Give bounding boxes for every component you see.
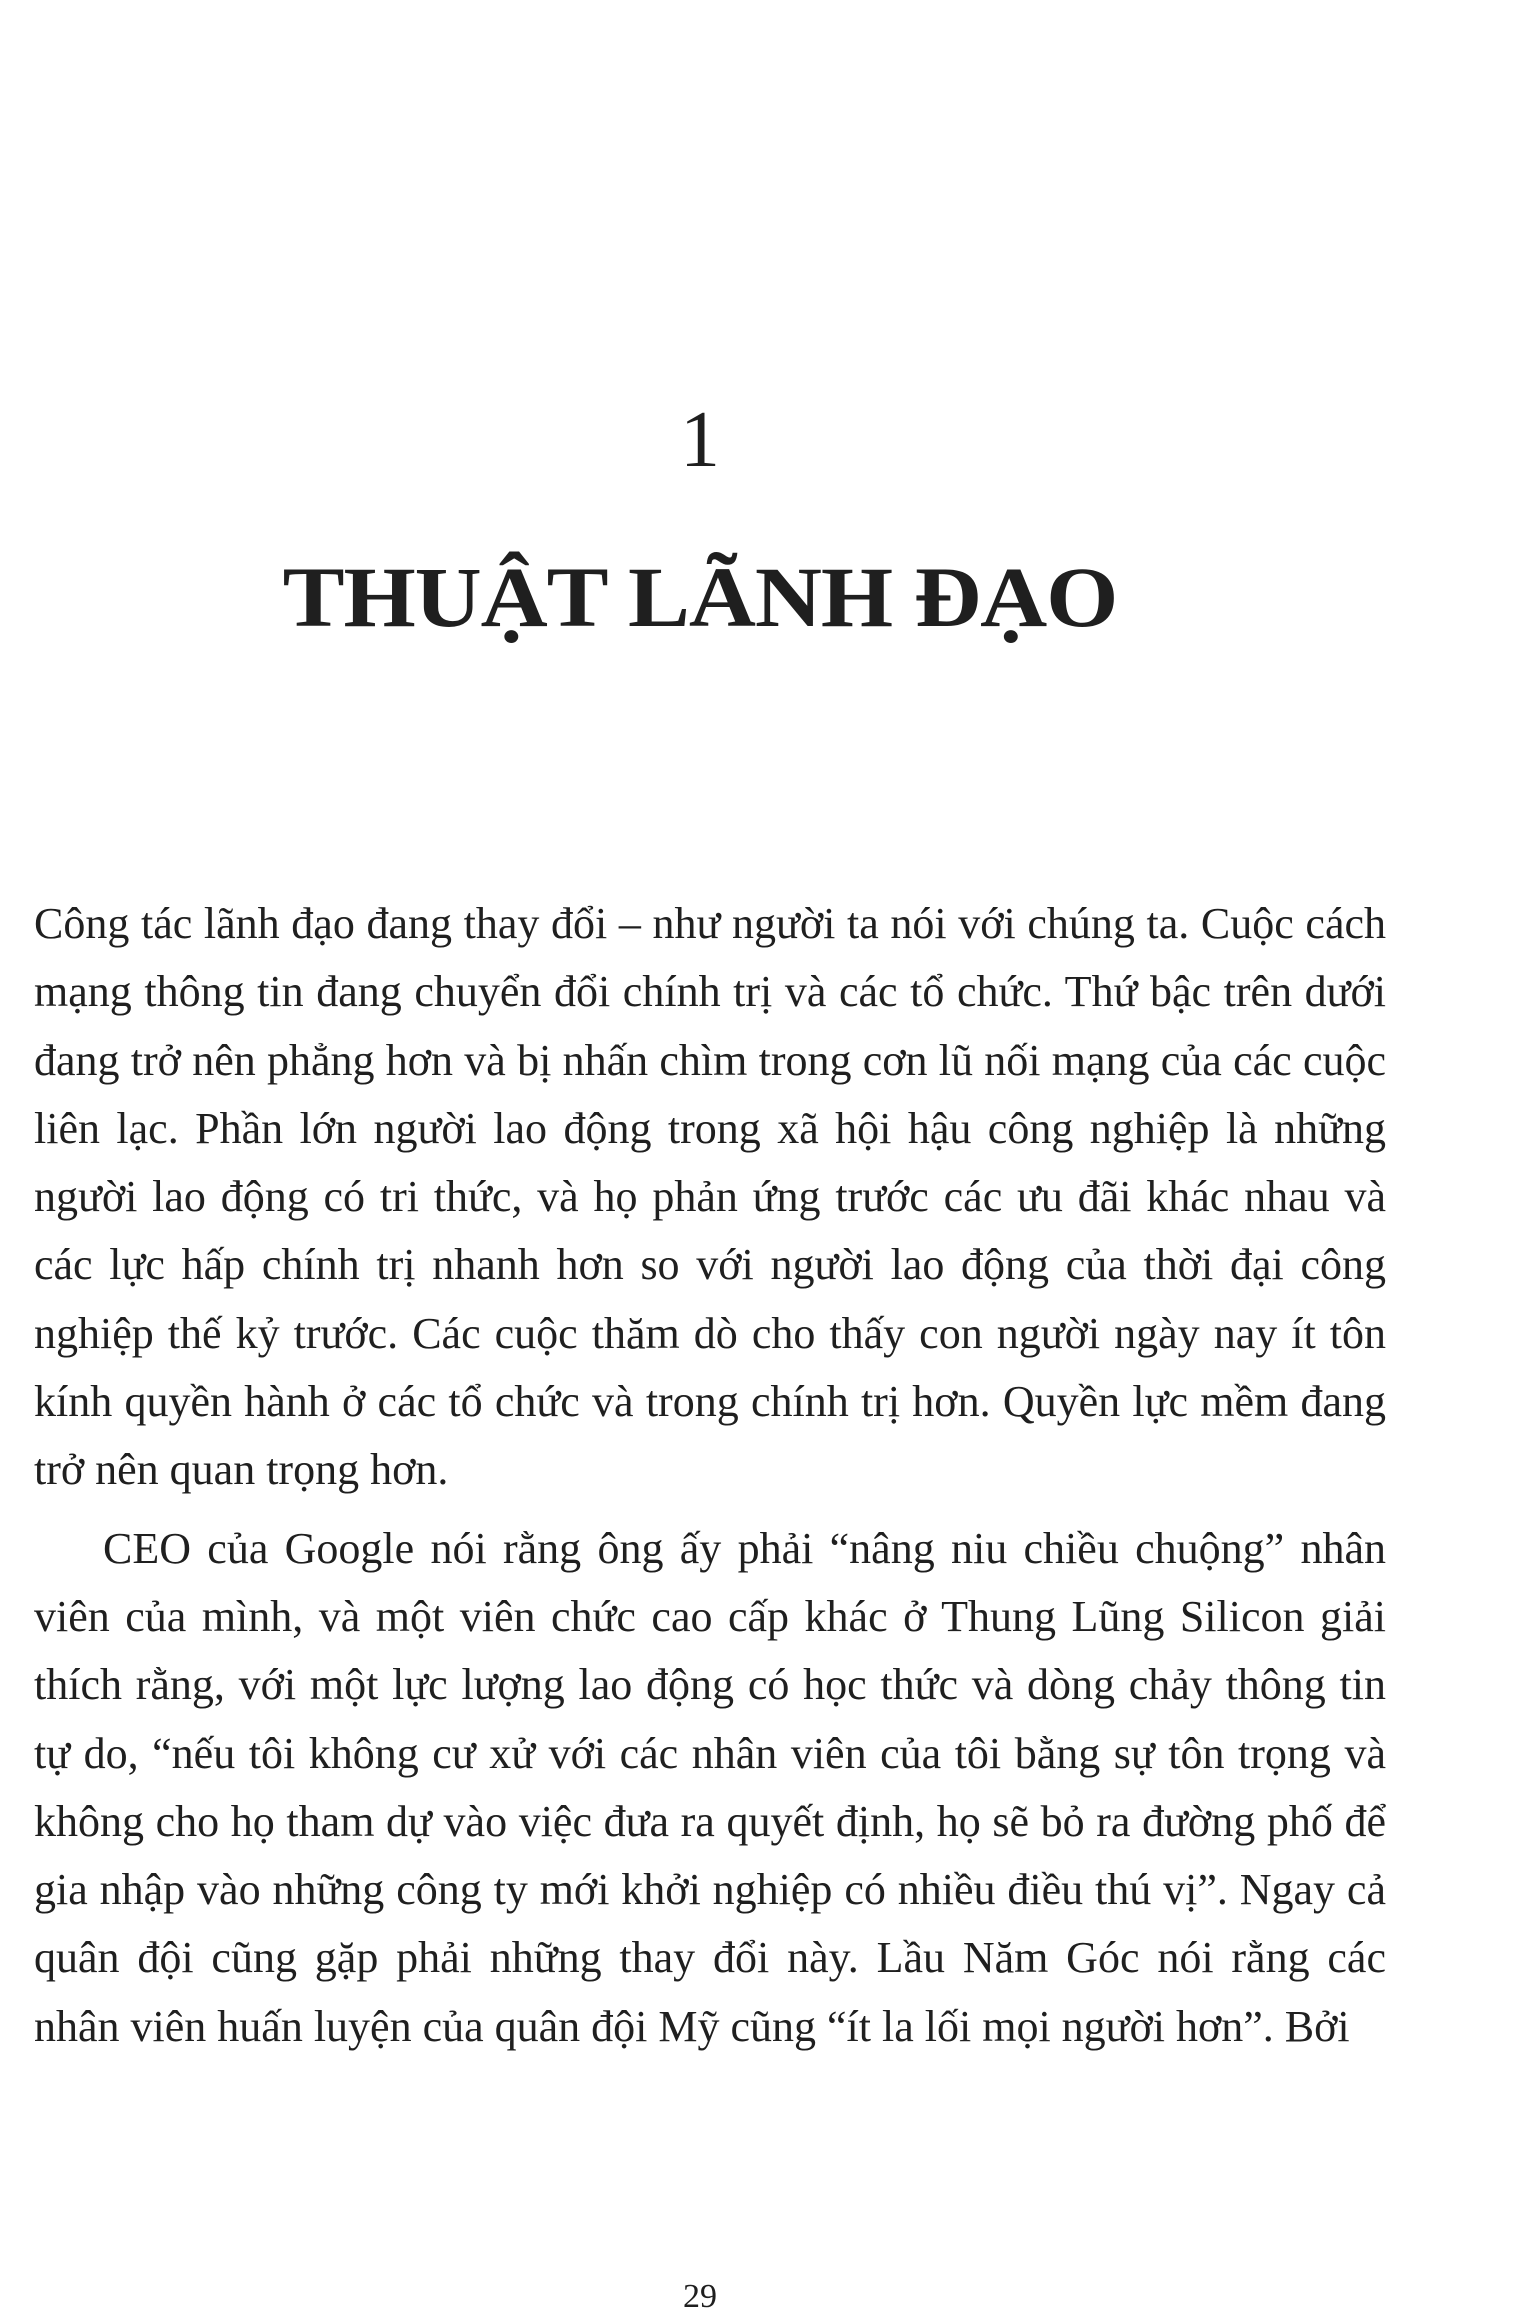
page-number: 29 — [683, 2278, 717, 2315]
chapter-title: THUẬT LÃNH ĐẠO — [282, 549, 1118, 645]
paragraph-1: Công tác lãnh đạo đang thay đổi – như người ta nói với chúng ta. Cuộc cách mạng thông tin đang chuyển đổi chính trị và các tổ chức. Thứ bậc trên dưới đang trở nên phẳng hơn và bị nhấn chìm trong cơn lũ nối mạng của các cuộc liên lạc. Phần lớn người lao động trong xã hội hậu công nghiệp là những người lao động có tri thức, và họ phản ứng trước các ưu đãi khác nhau và các lực hấp chính trị nhanh hơn so với người lao động của thời đại công nghiệp thế kỷ trước. Các cuộc thăm dò cho thấy con người ngày nay ít tôn kính quyền hành ở các tổ chức và trong chính trị hơn. Quyền lực mềm đang trở nên quan trọng hơn. — [34, 899, 1386, 1495]
body-text — [34, 890, 1386, 2061]
chapter-number: 1 — [680, 396, 720, 484]
paragraph-2: CEO của Google nói rằng ông ấy phải “nâng niu chiều chuộng” nhân viên của mình, và một viên chức cao cấp khác ở Thung Lũng Silicon giải thích rằng, với một lực lượng lao động có học thức và dòng chảy thông tin tự do, “nếu tôi không cư xử với các nhân viên của tôi bằng sự tôn trọng và không cho họ tham dự vào việc đưa ra quyết định, họ sẽ bỏ ra đường phố để gia nhập vào những công ty mới khởi nghiệp có nhiều điều thú vị”. Ngay cả quân đội cũng gặp phải những thay đổi này. Lầu Năm Góc nói rằng các nhân viên huấn luyện của quân đội Mỹ cũng “ít la lối mọi người hơn”. Bởi — [34, 1523, 1386, 2051]
